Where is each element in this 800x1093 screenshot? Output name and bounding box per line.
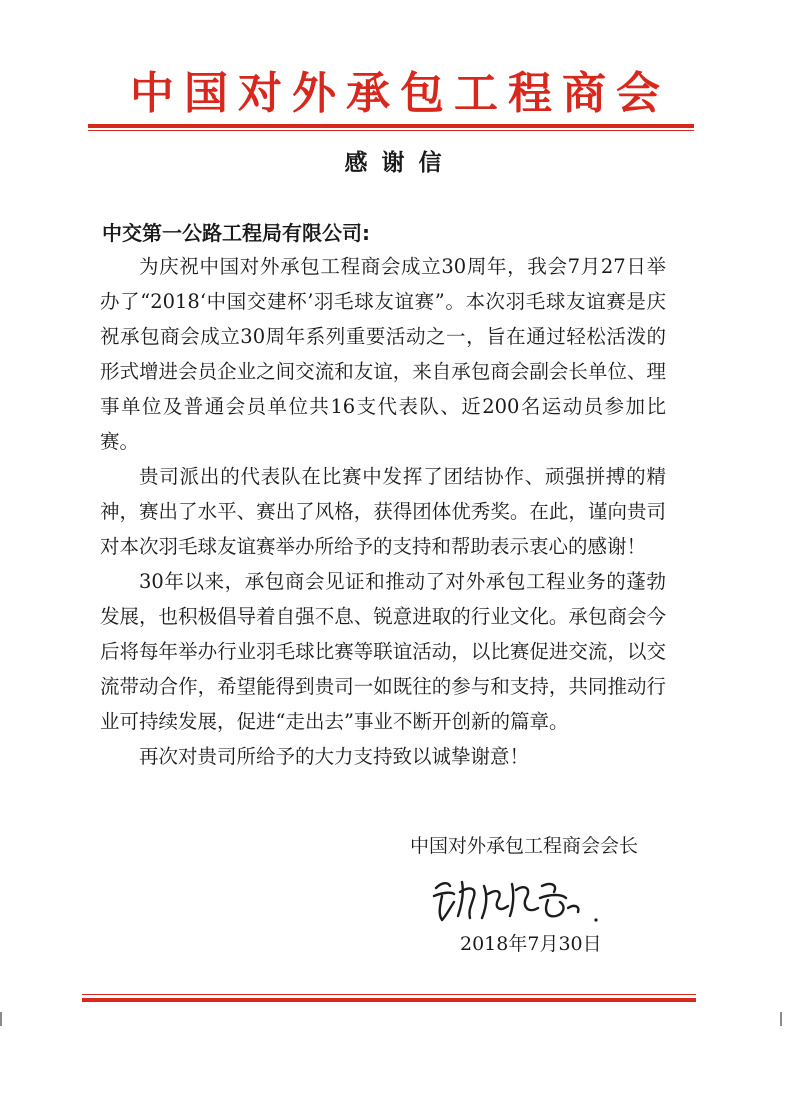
scan-edge-mark bbox=[780, 1012, 782, 1026]
recipient: 中交第一公路工程局有限公司: bbox=[102, 221, 370, 245]
footer-rule-thick bbox=[82, 998, 696, 1002]
scan-edge-mark bbox=[0, 1012, 2, 1026]
body-paragraph: 30年以来，承包商会见证和推动了对外承包工程业务的蓬勃发展，也积极倡导着自强不息、锐意进取的行业文化。承包商会今后将每年举办行业羽毛球比赛等联谊活动，以比赛促进交流，以交流带动合作，希望能得到贵司一如既往的参与和支持，共同推动行业可持续发展，促进“走出去”事业不断开创新的篇章。 bbox=[100, 570, 666, 733]
letterhead-rule-thin bbox=[88, 130, 694, 131]
letter-date: 2018年7月30日 bbox=[460, 933, 602, 955]
footer-rule-thin bbox=[82, 994, 696, 995]
body-paragraph: 再次对贵司所给予的大力支持致以诚挚谢意！ bbox=[139, 745, 530, 768]
letter-title: 感谢信 bbox=[344, 150, 456, 176]
letterhead-rule-thick bbox=[88, 124, 694, 128]
body-paragraph: 贵司派出的代表队在比赛中发挥了团结协作、顽强拼搏的精神，赛出了水平、赛出了风格，获得团体优秀奖。在此，谨向贵司对本次羽毛球友谊赛举办所给予的支持和帮助表示衷心的感谢！ bbox=[100, 465, 666, 558]
letterhead-org-name: 中国对外承包工程商会 bbox=[130, 68, 670, 119]
letter-body bbox=[100, 249, 666, 774]
body-paragraph: 为庆祝中国对外承包工程商会成立30周年，我会7月27日举办了“2018‘中国交建杯’羽毛球友谊赛”。本次羽毛球友谊赛是庆祝承包商会成立30周年系列重要活动之一，旨在通过轻松活泼的形式增进会员企业之间交流和友谊，来自承包商会副会长单位、理事单位及普通会员单位共16支代表队、近200名运动员参加比赛。 bbox=[100, 255, 666, 453]
signer-organization: 中国对外承包工程商会会长 bbox=[410, 835, 639, 857]
signature-icon bbox=[428, 868, 604, 928]
